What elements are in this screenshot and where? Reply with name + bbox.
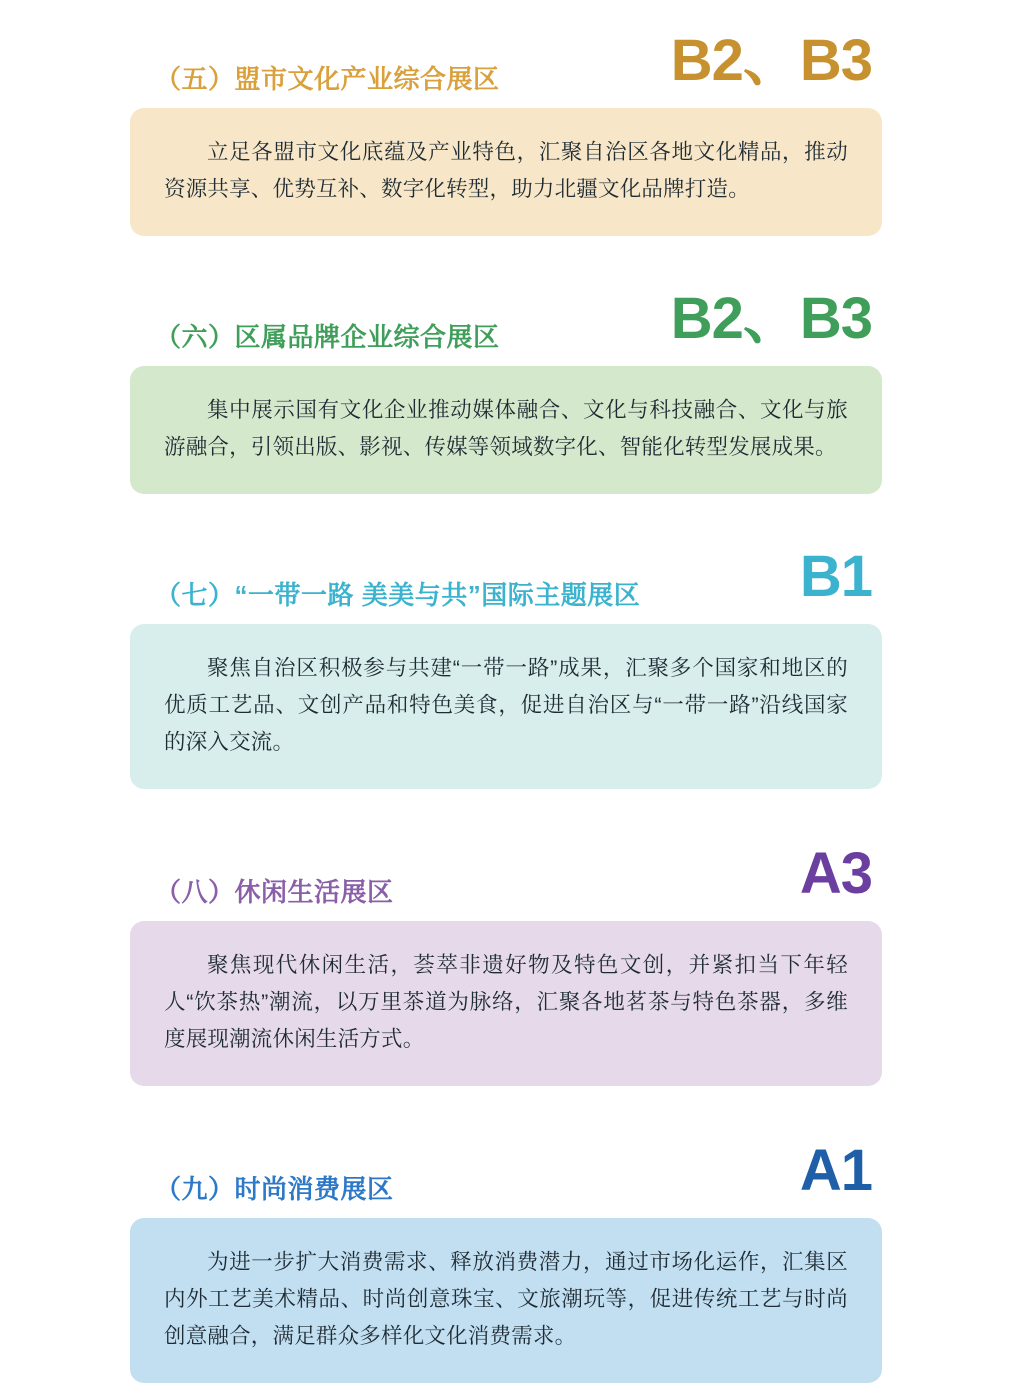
- section-index: （九）: [155, 1173, 235, 1204]
- section-hall-code: A3: [799, 840, 872, 906]
- section-body: [130, 921, 882, 1086]
- section-title: [155, 59, 500, 96]
- section-title-text: 盟市文化产业综合展区: [234, 64, 500, 94]
- section-title-text: “一带一路 美美与共”国际主题展区: [234, 579, 641, 610]
- section-title: [155, 317, 500, 354]
- section-title-text: 区属品牌企业综合展区: [234, 321, 500, 352]
- section-body-text: 集中展示国有文化企业推动媒体融合、文化与科技融合、文化与旅游融合，引领出版、影视、传媒等领域数字化、智能化转型发展成果。: [164, 397, 848, 459]
- section-index: （六）: [155, 321, 235, 352]
- section-header: [0, 276, 1012, 354]
- section-index: （五）: [155, 64, 235, 94]
- document-page: [0, 18, 1012, 1397]
- section-index: （七）: [155, 579, 235, 610]
- section-body: [130, 1218, 882, 1383]
- section-exhibition-area-9: [0, 1128, 1012, 1383]
- section-title-text: 休闲生活展区: [234, 876, 394, 907]
- section-body: [130, 624, 882, 789]
- section-hall-code: A1: [799, 1137, 872, 1203]
- section-exhibition-area-7: [0, 534, 1012, 789]
- section-title: [155, 1169, 394, 1206]
- section-title: [155, 872, 394, 909]
- section-title: [155, 575, 640, 612]
- section-exhibition-area-6: [0, 276, 1012, 494]
- section-header: [0, 18, 1012, 96]
- section-header: [0, 1128, 1012, 1206]
- section-index: （八）: [155, 876, 235, 907]
- section-body-text: 聚焦现代休闲生活，荟萃非遗好物及特色文创，并紧扣当下年轻人“饮茶热”潮流，以万里茶道为脉络，汇聚各地茗茶与特色茶器，多维度展现潮流休闲生活方式。: [164, 952, 848, 1051]
- section-body: [130, 366, 882, 494]
- section-hall-code: B2、B3: [670, 28, 872, 93]
- section-body-text: 聚焦自治区积极参与共建“一带一路”成果，汇聚多个国家和地区的优质工艺品、文创产品和特色美食，促进自治区与“一带一路”沿线国家的深入交流。: [164, 655, 848, 754]
- section-header: [0, 831, 1012, 909]
- section-body: [130, 108, 882, 236]
- section-hall-code: B1: [799, 543, 872, 609]
- section-exhibition-area-5: [0, 18, 1012, 236]
- section-body-text: 立足各盟市文化底蕴及产业特色，汇聚自治区各地文化精品，推动资源共享、优势互补、数字化转型，助力北疆文化品牌打造。: [164, 140, 848, 201]
- section-header: [0, 534, 1012, 612]
- section-body-text: 为进一步扩大消费需求、释放消费潜力，通过市场化运作，汇集区内外工艺美术精品、时尚创意珠宝、文旅潮玩等，促进传统工艺与时尚创意融合，满足群众多样化文化消费需求。: [164, 1249, 848, 1348]
- section-exhibition-area-8: [0, 831, 1012, 1086]
- section-hall-code: B2、B3: [670, 285, 872, 351]
- section-title-text: 时尚消费展区: [234, 1173, 394, 1204]
